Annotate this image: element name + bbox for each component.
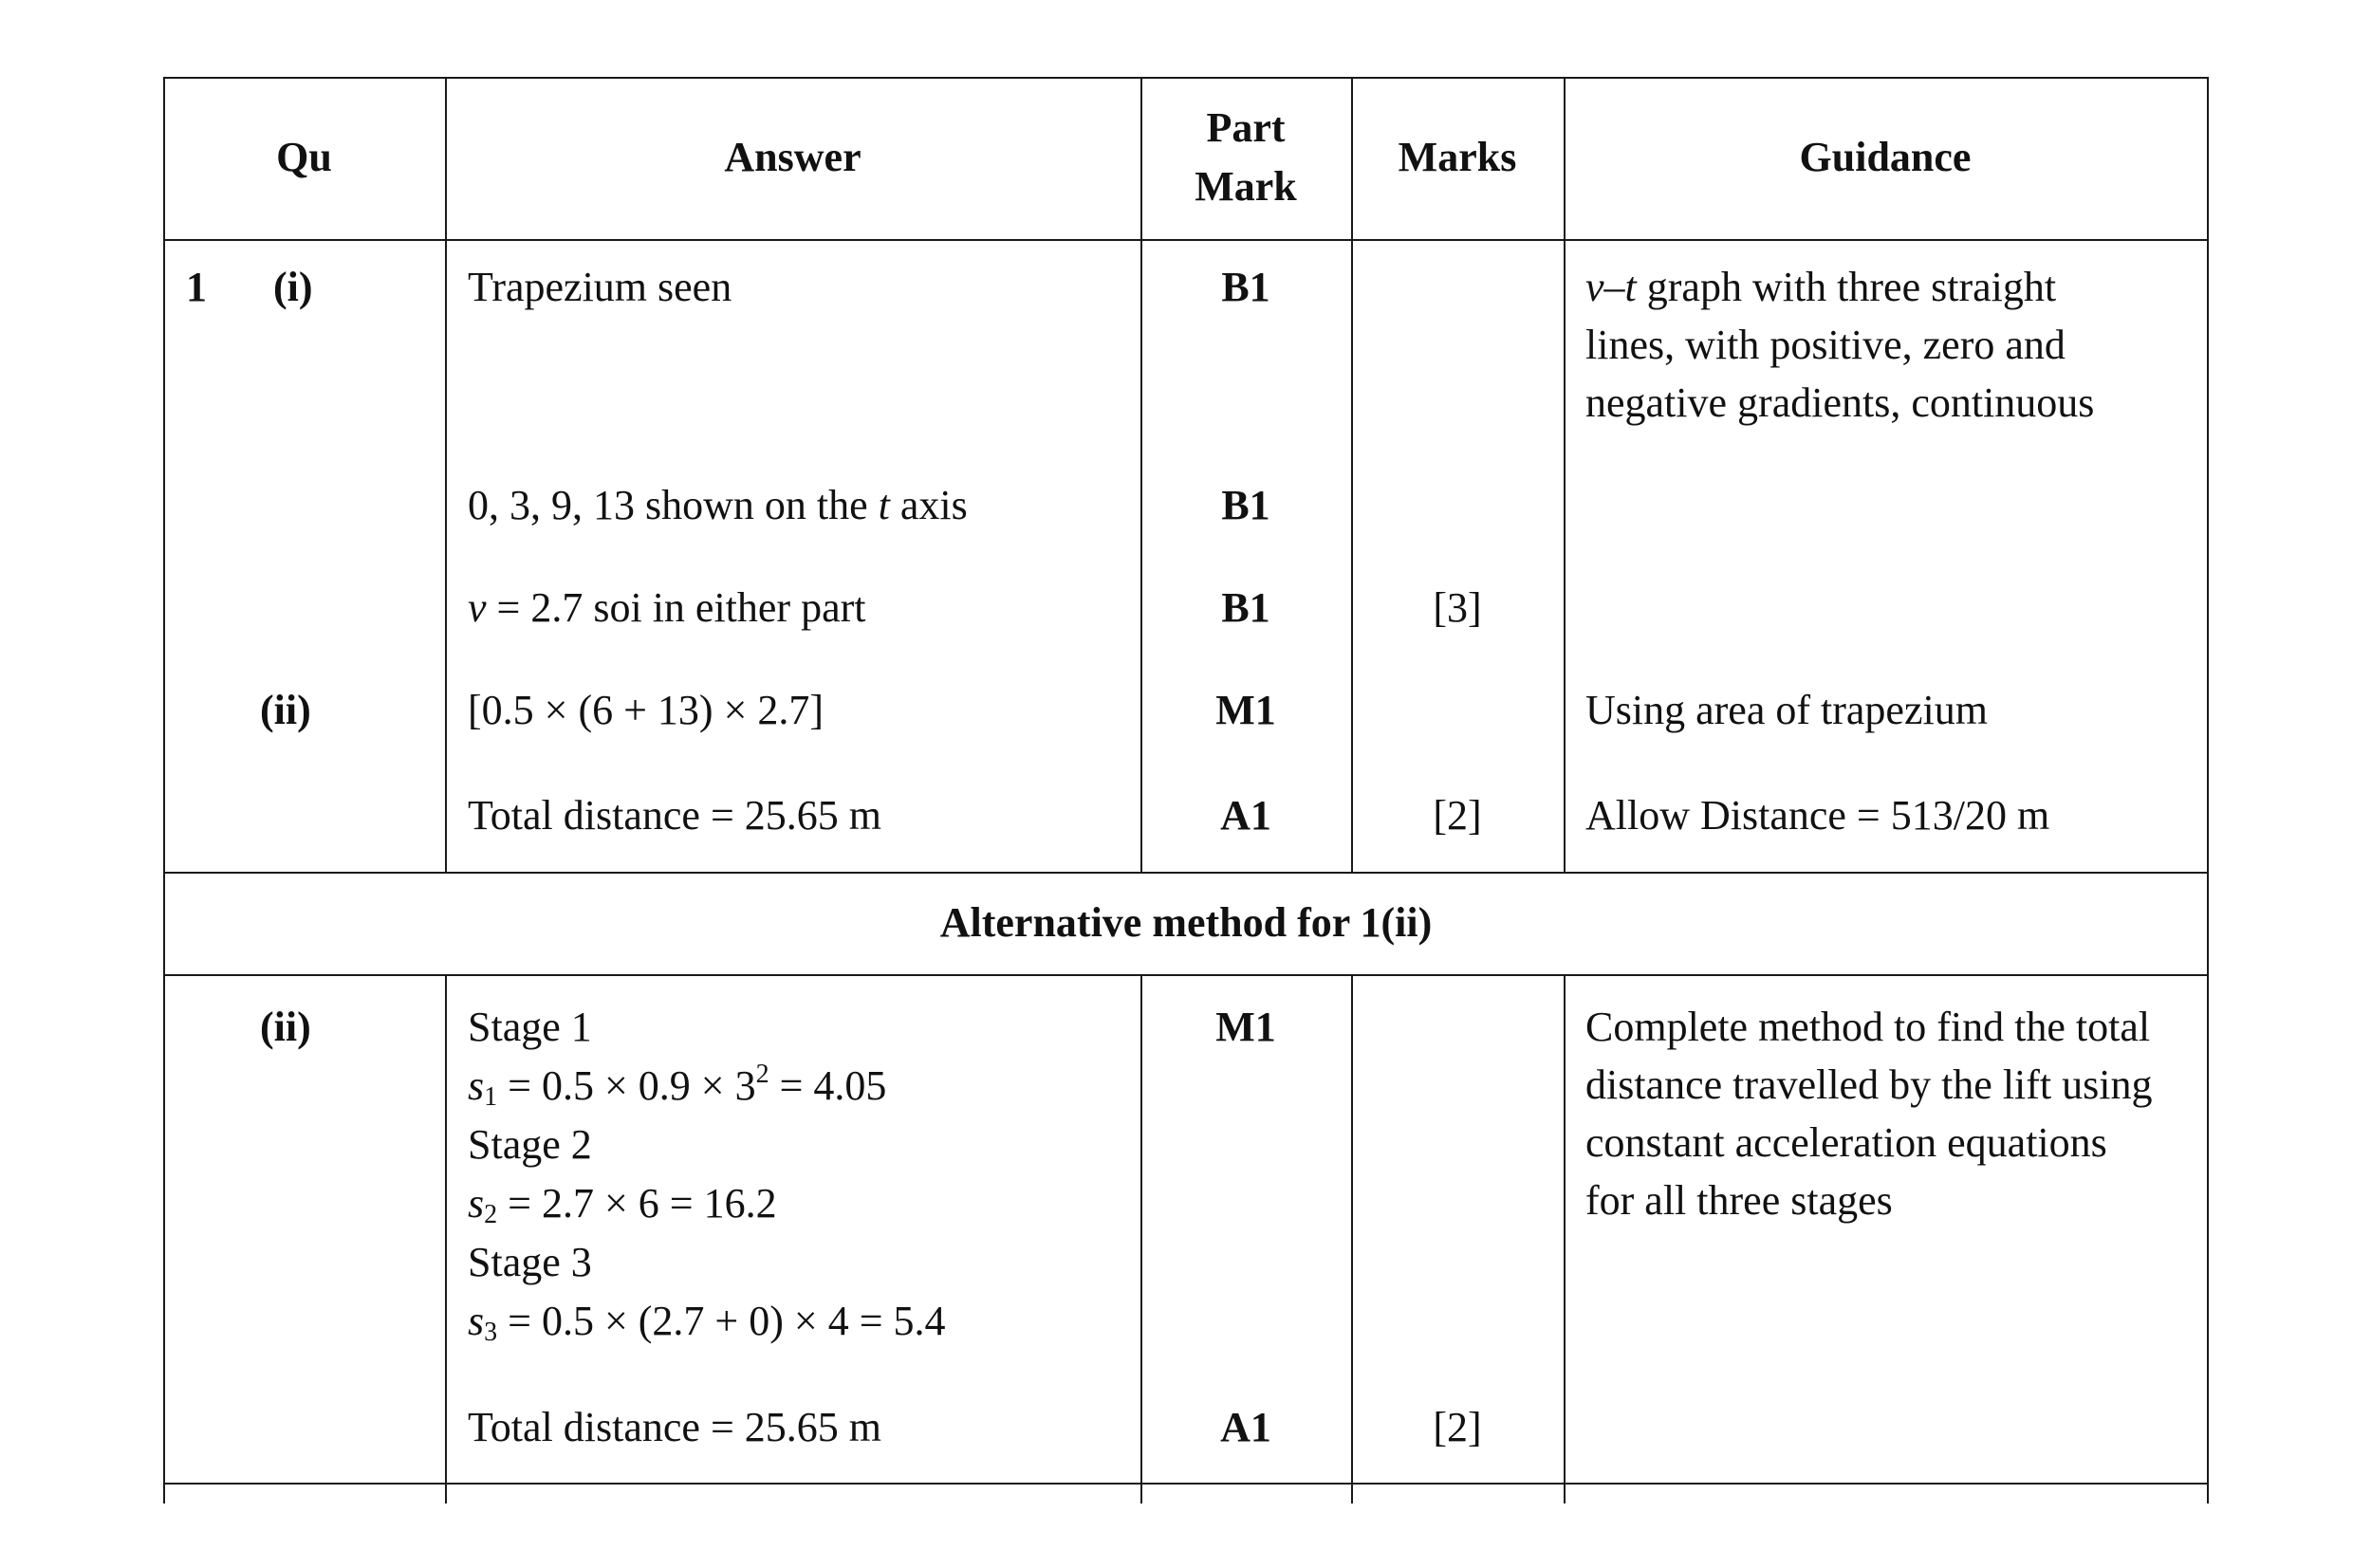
col-divider-1 [445,974,447,1503]
stage-equation: $s_3 = 0.5 \times (2.7 + 0) \times 4 = 5.4$ [468,1298,946,1347]
stage-label: Stage 2 [468,1121,592,1168]
header-part-mark-line2: Mark [1195,163,1297,210]
guidance-line: v–t graph with three straight [1585,264,2057,310]
header-part-mark-line1: Part [1206,104,1286,151]
table-border-right [2207,77,2209,1503]
guidance-line: lines, with positive, zero and [1585,322,2066,368]
guidance-line: Using area of trapezium [1585,687,1988,733]
stage-equation: $s_2 = 2.7 \times 6 = 16.2$ [468,1180,777,1229]
question-number: 1 [186,264,207,310]
part-label-ii: (ii) [260,1004,311,1050]
col-divider-4 [1564,77,1566,873]
part-mark: M1 [1215,687,1276,733]
table-border-bottom [163,1483,2209,1485]
alt-heading-divider [163,974,2209,976]
header-marks: Marks [1398,134,1517,180]
table-border-left [163,77,165,1503]
col-divider-1 [445,77,447,873]
part-mark: B1 [1221,584,1270,631]
header-answer: Answer [724,134,862,180]
header-qu: Qu [276,134,332,180]
part-mark: A1 [1220,792,1271,839]
answer-text: Total distance = 25.65 m [468,792,881,839]
marks-value: [3] [1433,584,1482,631]
col-divider-3 [1351,77,1353,873]
marks-value: [2] [1433,792,1482,839]
part-mark: A1 [1220,1404,1271,1450]
header-divider [163,239,2209,241]
part-mark: B1 [1221,482,1270,528]
marks-value: [2] [1433,1404,1482,1450]
stage-label: Stage 3 [468,1239,592,1285]
part-mark: B1 [1221,264,1270,310]
part-label-i: (i) [273,264,313,310]
part-mark: M1 [1215,1004,1276,1050]
answer-text: Trapezium seen [468,264,732,310]
section-divider [163,872,2209,874]
guidance-line: negative gradients, continuous [1585,379,2095,426]
part-label-ii: (ii) [260,687,311,733]
guidance-line: Complete method to find the total [1585,1004,2151,1050]
guidance-line: for all three stages [1585,1177,1893,1224]
alternative-method-heading: Alternative method for 1(ii) [939,899,1433,946]
guidance-line: Allow Distance = 513/20 m [1585,792,2050,839]
answer-text: 0, 3, 9, 13 shown on the t axis [468,482,968,528]
header-guidance: Guidance [1799,134,1972,180]
stage-label: Stage 1 [468,1004,592,1050]
col-divider-4 [1564,974,1566,1503]
stage-equation: $s_1 = 0.5 \times 0.9 \times 3^2 = 4.05$ [468,1060,887,1112]
answer-text: v = 2.7 soi in either part [468,584,866,631]
answer-text: Total distance = 25.65 m [468,1404,881,1450]
table-border-top [163,77,2209,79]
guidance-line: constant acceleration equations [1585,1119,2107,1166]
answer-text: [0.5 × (6 + 13) × 2.7] [468,687,824,733]
guidance-line: distance travelled by the lift using [1585,1061,2153,1108]
